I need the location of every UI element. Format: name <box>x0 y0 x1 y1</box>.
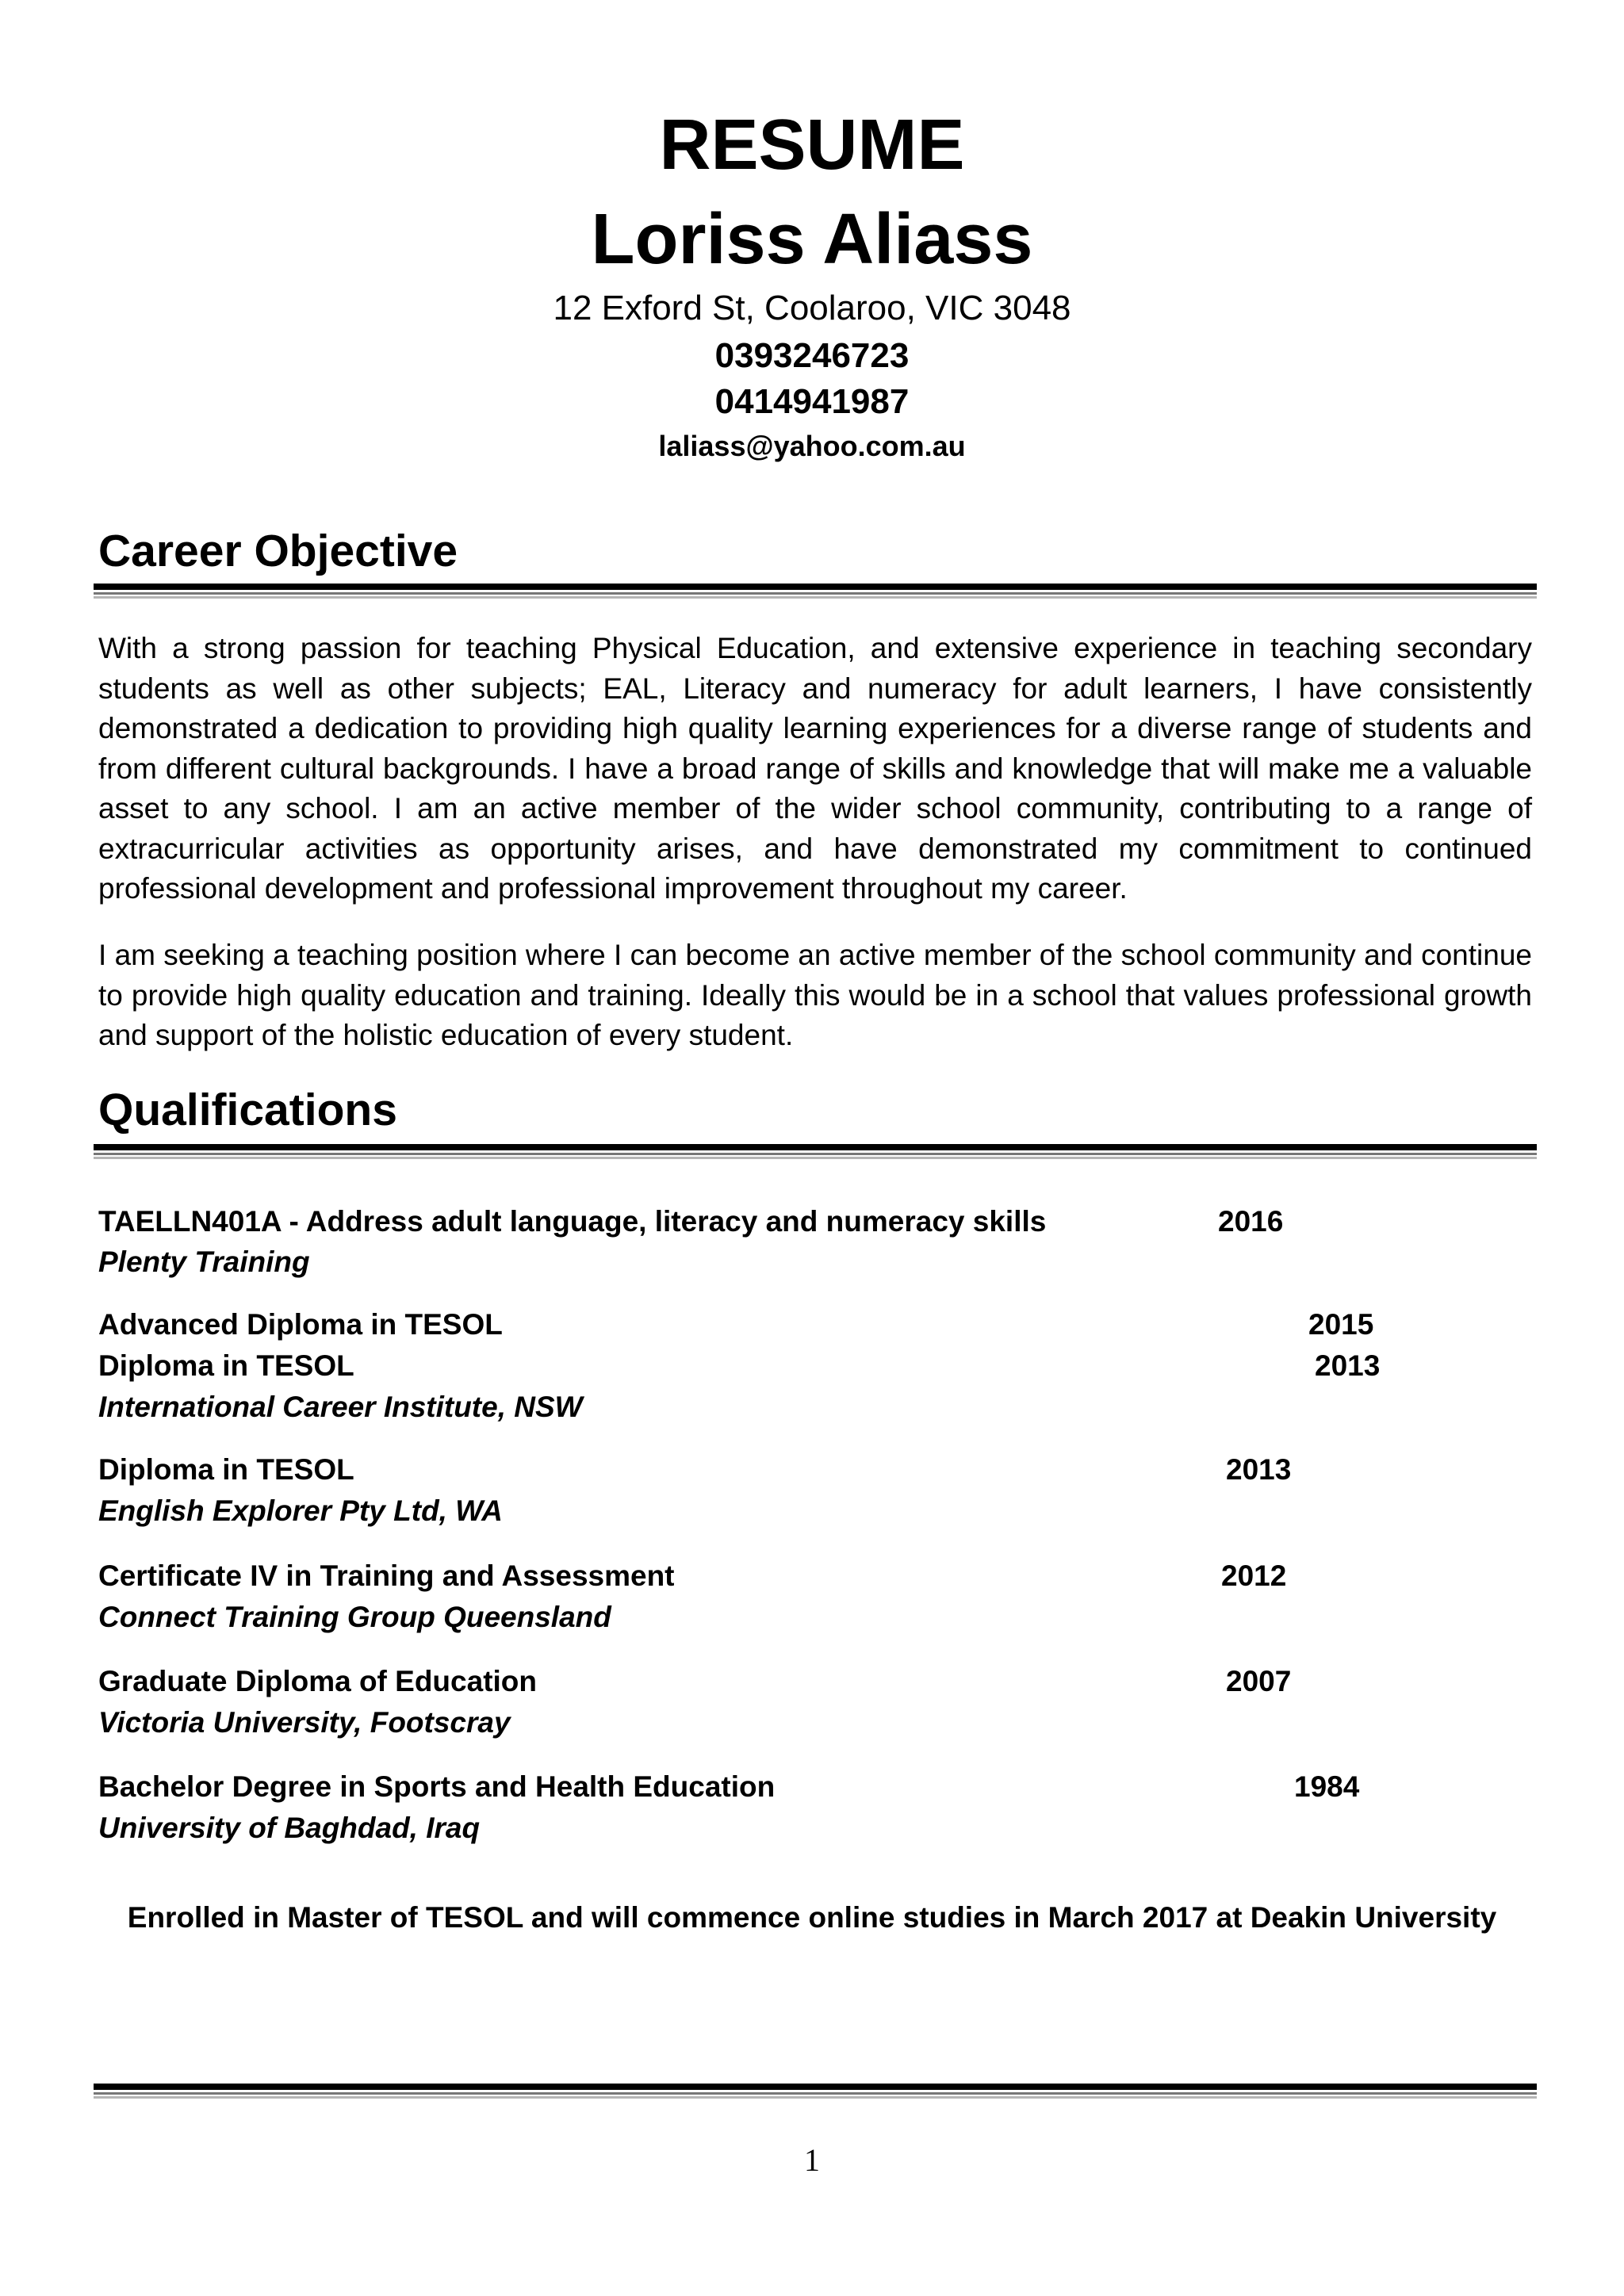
footer-divider <box>94 2084 1537 2099</box>
qualification-title: Bachelor Degree in Sports and Health Education <box>98 1770 776 1803</box>
qualification-title: TAELLN401A - Address adult language, literacy and numeracy skills <box>98 1205 1047 1238</box>
qualification-year: 2015 <box>1308 1308 1374 1341</box>
address: 12 Exford St, Coolaroo, VIC 3048 <box>553 289 1071 327</box>
qualification-institution: English Explorer Pty Ltd, WA <box>98 1494 503 1527</box>
objective-paragraph-2: I am seeking a teaching position where I can become an active member of the school community and continue to provide high quality education and training. Ideally this would be in a school that values professional growth and support of the holistic education of every student. <box>98 939 1532 1051</box>
qualification-year: 2013 <box>1315 1349 1381 1382</box>
objective-paragraph-1: With a strong passion for teaching Physical Education, and extensive experience in teaching secondary students as well as other subjects; EAL, Literacy and numeracy for adult learners, I have consistently demonstrated a dedication to providing high quality learning experiences for a diverse range of students and from different cultural backgrounds. I have a broad range of skills and knowledge that will make me a valuable asset to any school. I am an active member of the wider school community, contributing to a range of extracurricular activities as opportunity arises, and have demonstrated my commitment to continued professional development and professional improvement throughout my career. <box>98 632 1532 905</box>
page-number: 1 <box>804 2142 820 2178</box>
enrolled-note: Enrolled in Master of TESOL and will commence online studies in March 2017 at Deakin University <box>127 1901 1497 1934</box>
qualification-institution: Plenty Training <box>98 1246 310 1278</box>
qualification-institution: International Career Institute, NSW <box>98 1391 583 1423</box>
qualification-title: Certificate IV in Training and Assessment <box>98 1559 675 1592</box>
qualification-year: 2012 <box>1221 1559 1287 1592</box>
email-address: laliass@yahoo.com.au <box>658 430 966 462</box>
qualifications-heading: Qualifications <box>98 1085 397 1135</box>
qualification-year: 2013 <box>1226 1453 1292 1486</box>
candidate-name: Loriss Aliass <box>591 200 1033 279</box>
qualification-year: 1984 <box>1294 1770 1360 1803</box>
phone-mobile: 0414941987 <box>714 382 910 421</box>
qualification-title: Graduate Diploma of Education <box>98 1665 537 1697</box>
section-divider <box>94 584 1537 599</box>
qualification-institution: Victoria University, Footscray <box>98 1706 511 1739</box>
qualification-institution: University of Baghdad, Iraq <box>98 1812 481 1844</box>
qualification-title: Diploma in TESOL <box>98 1453 354 1486</box>
qualification-title: Diploma in TESOL <box>98 1349 354 1382</box>
qualification-year: 2007 <box>1226 1665 1292 1697</box>
document-title: RESUME <box>659 105 965 185</box>
qualification-institution: Connect Training Group Queensland <box>98 1601 611 1633</box>
qualification-title: Advanced Diploma in TESOL <box>98 1308 503 1341</box>
qualification-year: 2016 <box>1218 1205 1284 1238</box>
section-divider <box>94 1144 1537 1160</box>
phone-landline: 0393246723 <box>714 336 910 375</box>
career-objective-heading: Career Objective <box>98 526 458 576</box>
